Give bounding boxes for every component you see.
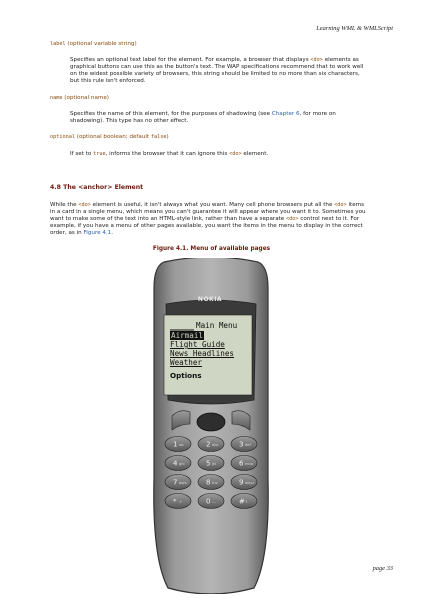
key-letters: + (179, 500, 183, 505)
figure-4-1-link[interactable]: Figure 4.1 (83, 230, 112, 236)
key-letters: — (212, 500, 216, 505)
key-label: 0 (206, 497, 211, 506)
menu-item-airmail[interactable]: Airmail (171, 331, 204, 340)
page-number: page 33 (372, 565, 393, 572)
running-header: Learning WML & WMLScript (316, 25, 393, 32)
key-*[interactable] (165, 494, 191, 509)
key-label: 6 (239, 459, 244, 468)
key-letters: mno (245, 462, 253, 467)
para-line3: want to make some of the text into an HTML-style link, rather than have a separate <do> control next to it. For (50, 216, 360, 222)
attr-optional-term: optional (optional boolean; default false) (50, 134, 169, 140)
para-line5: order, as in Figure 4.1. (50, 230, 114, 236)
key-letters: abc (212, 443, 219, 448)
key-3[interactable] (231, 437, 257, 452)
key-5[interactable] (198, 456, 224, 471)
key-6[interactable] (231, 456, 257, 471)
phone-illustration (150, 258, 272, 594)
attr-name-desc-line1: Specifies the name of this element, for the purposes of shadowing (see Chapter 6, for more on (70, 111, 336, 117)
figure-caption: Figure 4.1. Menu of available pages (152, 246, 271, 252)
key-letters: oo (179, 443, 184, 448)
key-7[interactable] (165, 475, 191, 490)
key-label: * (173, 497, 177, 506)
key-letters: def (245, 443, 251, 448)
options-softkey[interactable]: Options (170, 371, 202, 380)
attr-label-qualifier: (optional variable string) (67, 41, 137, 47)
attr-optional-name: optional (50, 134, 75, 140)
chapter-6-link[interactable]: Chapter 6 (271, 111, 300, 117)
key-1[interactable] (165, 437, 191, 452)
menu-item-weather[interactable]: Weather (170, 358, 203, 367)
attr-optional-desc: If set to true, informs the browser that it can ignore this <do> element. (70, 151, 269, 157)
key-label: 9 (239, 478, 244, 487)
key-label: 8 (206, 478, 211, 487)
attr-label-term (50, 41, 137, 48)
key-label: 7 (173, 478, 178, 487)
key-label: 2 (206, 440, 211, 449)
attr-name-qualifier: (optional name) (64, 95, 109, 101)
attr-label-desc-line1: Specifies an optional text label for the element. For example, a browser that displays <do> elements as (70, 57, 359, 63)
key-letters: jkl (212, 462, 217, 467)
key-label: 3 (239, 440, 244, 449)
para-line4: example, if you have a menu of other pages available, you want the items in the menu to display in the correct (50, 223, 363, 229)
attr-label-desc-line4: but this rule isn't enforced. (70, 78, 146, 84)
key-4[interactable] (165, 456, 191, 471)
key-letters: ⇧ (245, 500, 249, 505)
section-heading: 4.8 The <anchor> Element (50, 184, 144, 191)
attr-label-desc-line2: graphical buttons can use this as the button's text. The WAP specifications recommend that to work well (70, 64, 364, 70)
attr-label-name: label (50, 41, 66, 47)
screen-title: Main Menu (196, 321, 238, 330)
attr-name-term (50, 95, 109, 102)
key-letters: tuv (212, 481, 218, 486)
key-letters: pqrs (179, 481, 187, 486)
key-label: 4 (173, 459, 178, 468)
para-line2: in a card in a single menu, which means you can't guarantee it will appear where you want it to. Sometimes you (50, 209, 366, 215)
key-label: 5 (206, 459, 211, 468)
navi-key-icon (197, 413, 225, 431)
key-label: 1 (173, 440, 178, 449)
phone-brand-logo: NOKIA (197, 296, 223, 303)
key-8[interactable] (198, 475, 224, 490)
menu-item-flight-guide[interactable]: Flight Guide (170, 340, 225, 349)
key-2[interactable] (198, 437, 224, 452)
key-0[interactable] (198, 494, 224, 509)
attr-name-name: name (50, 95, 63, 101)
para-line1: While the <do> element is useful, it isn't always what you want. Many cell phone browsers put all the <do> items (50, 202, 365, 208)
key-letters: wxyz (245, 481, 255, 486)
key-letters: ghi (179, 462, 185, 467)
attr-label-desc-line3: on the widest possible variety of browsers, this string should be limited to no more than six characters, (70, 71, 360, 77)
menu-item-news-headlines[interactable]: News Headlines (170, 349, 235, 358)
key-label: # (239, 497, 245, 506)
attr-name-desc-line2: shadowing). This type has no other effect. (70, 118, 189, 124)
